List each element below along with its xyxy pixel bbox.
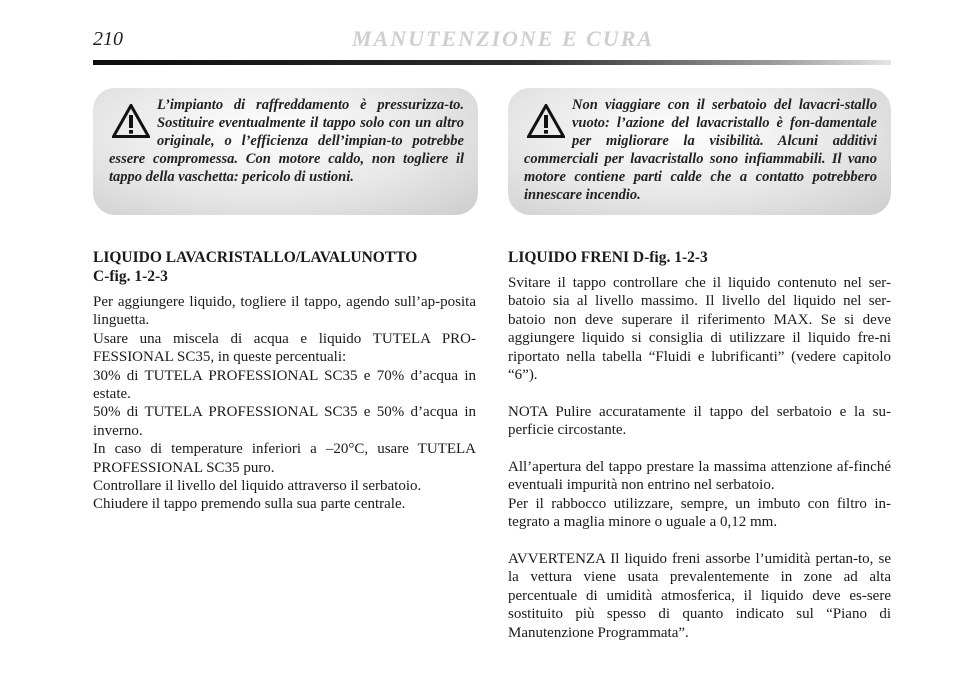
paragraph: Per aggiungere liquido, togliere il tappo, agendo sull’ap-posita linguetta. bbox=[93, 294, 476, 329]
warning-text-washer: Non viaggiare con il serbatoio del lavacri-stallo vuoto: l’azione del lavacristallo è fon-damentale per migliorare la visibilità. Alcuni additivi commerciali per lavacristallo sono infiammabili. Il vano motore contiene parti calde che a contatto potrebbero innescare incendio. bbox=[524, 97, 877, 203]
paragraph: 50% di TUTELA PROFESSIONAL SC35 e 50% d’acqua in inverno. bbox=[93, 404, 476, 439]
paragraph: Svitare il tappo controllare che il liquido contenuto nel ser-batoio sia al livello massimo. Il livello del liquido nel ser-batoio non deve superare il riferimento MAX. Se si deve aggiungere liquido si consiglia di utilizzare il liquido fre-ni riportato nella tabella “Fluidi e lubrificanti” (vedere capitolo “6”). bbox=[508, 275, 891, 384]
paragraph: Controllare il livello del liquido attraverso il serbatoio. bbox=[93, 478, 422, 495]
page-title: MANUTENZIONE E CURA bbox=[352, 26, 655, 51]
paragraph: Chiudere il tappo premendo sulla sua parte centrale. bbox=[93, 496, 406, 513]
section-heading-washer bbox=[93, 248, 476, 286]
section-heading-brake: LIQUIDO FRENI D-fig. 1-2-3 bbox=[508, 249, 708, 266]
paragraph: All’apertura del tappo prestare la massima attenzione af-finché eventuali impurità non entrino nel serbatoio. bbox=[508, 459, 891, 494]
section-washer-fluid bbox=[93, 248, 476, 514]
warning-box-washer bbox=[508, 88, 891, 215]
paragraph: 30% di TUTELA PROFESSIONAL SC35 e 70% d’acqua in estate. bbox=[93, 367, 476, 403]
paragraph: Per il rabbocco utilizzare, sempre, un imbuto con filtro in-tegrato a maglia minore o uguale a 0,12 mm. bbox=[508, 495, 891, 531]
section-brake-fluid bbox=[508, 248, 891, 642]
paragraph: AVVERTENZA Il liquido freni assorbe l’umidità pertan-to, se la vettura viene usata prevalentemente in zone ad alta percentuale di umidità atmosferica, il liquido deve es-sere sostituito più spesso di quanto indicato sul “Piano di Manutenzione Programmata”. bbox=[508, 551, 891, 641]
heading-line-2: C-fig. 1-2-3 bbox=[93, 268, 168, 285]
heading-line-1: LIQUIDO LAVACRISTALLO/LAVALUNOTTO bbox=[93, 249, 418, 266]
paragraph: NOTA Pulire accuratamente il tappo del serbatoio e la su-perficie circostante. bbox=[508, 403, 891, 439]
page-number: 210 bbox=[93, 28, 123, 50]
paragraph: Usare una miscela di acqua e liquido TUTELA PRO-FESSIONAL SC35, in queste percentuali: bbox=[93, 330, 476, 366]
warning-text-cooling: L’impianto di raffreddamento è pressurizza-to. Sostituire eventualmente il tappo solo con un altro originale, o l’efficienza dell’impian-to potrebbe essere compromessa. Con motore caldo, non togliere il tappo della vaschetta: pericolo di ustioni. bbox=[109, 97, 464, 185]
warning-box-cooling bbox=[93, 88, 478, 215]
paragraph: In caso di temperature inferiori a –20°C, usare TUTELA PROFESSIONAL SC35 puro. bbox=[93, 441, 476, 476]
header-rule bbox=[93, 60, 891, 65]
